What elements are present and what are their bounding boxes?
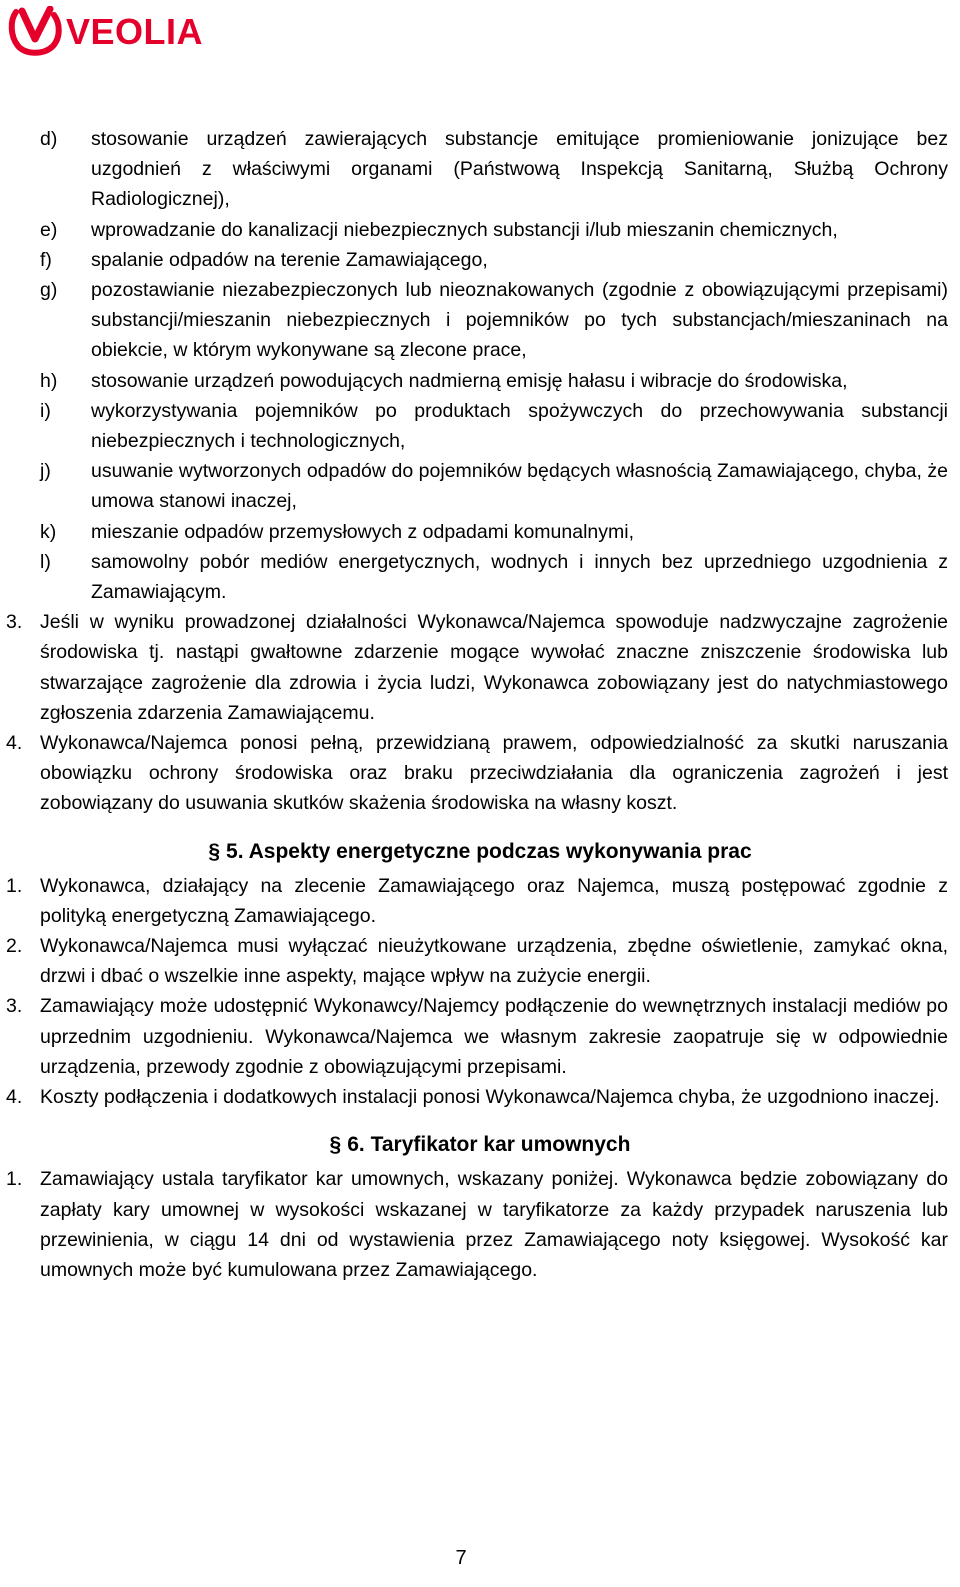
veolia-wordmark: VEOLIA — [66, 11, 204, 52]
veolia-logo — [8, 6, 223, 56]
item-text: Koszty podłączenia i dodatkowych instalacji ponosi Wykonawca/Najemca chyba, że uzgodniono inaczej. — [40, 1086, 940, 1109]
list-item — [0, 456, 960, 516]
section-title: 5. Aspekty energetyczne podczas wykonywania prac — [226, 839, 752, 863]
numbered-item — [0, 728, 960, 819]
list-item-text: spalanie odpadów na terenie Zamawiającego, — [91, 248, 488, 271]
list-marker: g) — [40, 279, 58, 302]
numbered-item — [0, 607, 960, 728]
list-item-text: stosowanie urządzeń powodujących nadmierną emisję hałasu i wibracje do środowiska, — [91, 369, 848, 392]
item-text: Wykonawca, działający na zlecenie Zamawiającego oraz Najemca, muszą postępować zgodnie z polityką energetyczną Zamawiającego. — [40, 874, 948, 927]
list-marker: j) — [40, 460, 51, 483]
list-item — [0, 124, 960, 215]
numbered-item — [0, 1164, 960, 1285]
numbered-item — [0, 931, 960, 991]
list-item — [0, 366, 960, 396]
list-item-text: usuwanie wytworzonych odpadów do pojemników będących własnością Zamawiającego, chyba, że umowa stanowi inaczej, — [91, 460, 948, 513]
item-number: 4. — [6, 732, 23, 755]
list-item — [0, 275, 960, 366]
numbered-item — [0, 1082, 960, 1112]
list-item-text: wprowadzanie do kanalizacji niebezpiecznych substancji i/lub mieszanin chemicznych, — [91, 218, 838, 241]
list-item-text: samowolny pobór mediów energetycznych, wodnych i innych bez uprzedniego uzgodnienia z Zamawiającym. — [91, 550, 948, 604]
list-item-text: stosowanie urządzeń zawierających substancje emitujące promieniowanie jonizujące bez uzgodnień z właściwymi organami (Państwową Inspekcją Sanitarną, Służbą Ochrony Radiologicznej), — [91, 128, 948, 211]
item-text: Jeśli w wyniku prowadzonej działalności Wykonawca/Najemca spowoduje nadzwyczajne zagrożenie środowiska tj. nastąpi gwałtowne zdarzenie mogące wywołać znaczne zniszczenie środowiska lub stwarzające zagrożenie dla zdrowia i życia ludzi, Wykonawca zobowiązany jest do natychmiastowego zgłoszenia zdarzenia Zamawiającemu. — [40, 611, 948, 724]
list-item — [0, 547, 960, 607]
numbered-list — [0, 607, 960, 818]
item-number: 3. — [6, 611, 23, 634]
list-marker: e) — [40, 218, 58, 241]
veolia-logo-icon — [8, 6, 64, 56]
section-6-heading — [0, 1130, 960, 1160]
item-text: Wykonawca/Najemca musi wyłączać nieużytkowane urządzenia, zbędne oświetlenie, zamykać okna, drzwi i dbać o wszelkie inne aspekty, mające wpływ na zużycie energii. — [40, 935, 948, 988]
section-5-heading — [0, 837, 960, 867]
list-marker: l) — [40, 550, 51, 573]
list-item — [0, 517, 960, 547]
list-item-text: pozostawianie niezabezpieczonych lub nieoznakowanych (zgodnie z obowiązującymi przepisami) substancji/mieszanin niebezpiecznych i pojemników po tych substancjach/mieszaninach na obiekcie, w którym wykonywane są zlecone prace, — [91, 279, 948, 362]
numbered-item — [0, 871, 960, 931]
section-5-list — [0, 871, 960, 1113]
list-item — [0, 245, 960, 275]
section-sign: § — [208, 839, 221, 863]
item-number: 1. — [6, 1168, 23, 1191]
list-item-text: wykorzystywania pojemników po produktach spożywczych do przechowywania substancji niebezpiecznych i technologicznych, — [91, 399, 948, 453]
section-sign: § — [329, 1133, 342, 1157]
list-marker: i) — [40, 399, 51, 422]
list-item — [0, 215, 960, 245]
item-number: 4. — [6, 1086, 23, 1109]
list-marker: k) — [40, 520, 57, 543]
list-item-text: mieszanie odpadów przemysłowych z odpadami komunalnymi, — [91, 520, 635, 543]
numbered-item — [0, 991, 960, 1082]
document-body — [0, 124, 960, 1285]
section-6-list — [0, 1164, 960, 1285]
list-marker: f) — [40, 248, 52, 271]
item-number: 2. — [6, 935, 23, 958]
section-title: 6. Taryfikator kar umownych — [347, 1133, 631, 1157]
page-number: 7 — [455, 1547, 467, 1569]
item-text: Zamawiający ustala taryfikator kar umownych, wskazany poniżej. Wykonawca będzie zobowiązany do zapłaty kary umownej w wysokości wskazanej w taryfikatorze za każdy przypadek naruszenia lub przewinienia, w ciągu 14 dni od wystawienia przez Zamawiającego noty księgowej. Wysokość kar umownych może być kumulowana przez Zamawiającego. — [40, 1168, 948, 1281]
item-number: 3. — [6, 995, 23, 1018]
list-marker: d) — [40, 128, 58, 150]
item-text: Zamawiający może udostępnić Wykonawcy/Najemcy podłączenie do wewnętrznych instalacji mediów po uprzednim uzgodnieniu. Wykonawca/Najemca we własnym zakresie zaopatruje się w odpowiednie urządzenia, przewody zgodnie z obowiązującymi przepisami. — [40, 995, 948, 1078]
item-text: Wykonawca/Najemca ponosi pełną, przewidzianą prawem, odpowiedzialność za skutki naruszania obowiązku ochrony środowiska oraz braku przeciwdziałania dla ograniczenia zagrożeń i jest zobowiązany do usuwania skutków skażenia środowiska na własny koszt. — [40, 732, 948, 815]
list-marker: h) — [40, 369, 58, 392]
lettered-list — [0, 124, 960, 607]
item-number: 1. — [6, 874, 23, 897]
list-item — [0, 396, 960, 456]
